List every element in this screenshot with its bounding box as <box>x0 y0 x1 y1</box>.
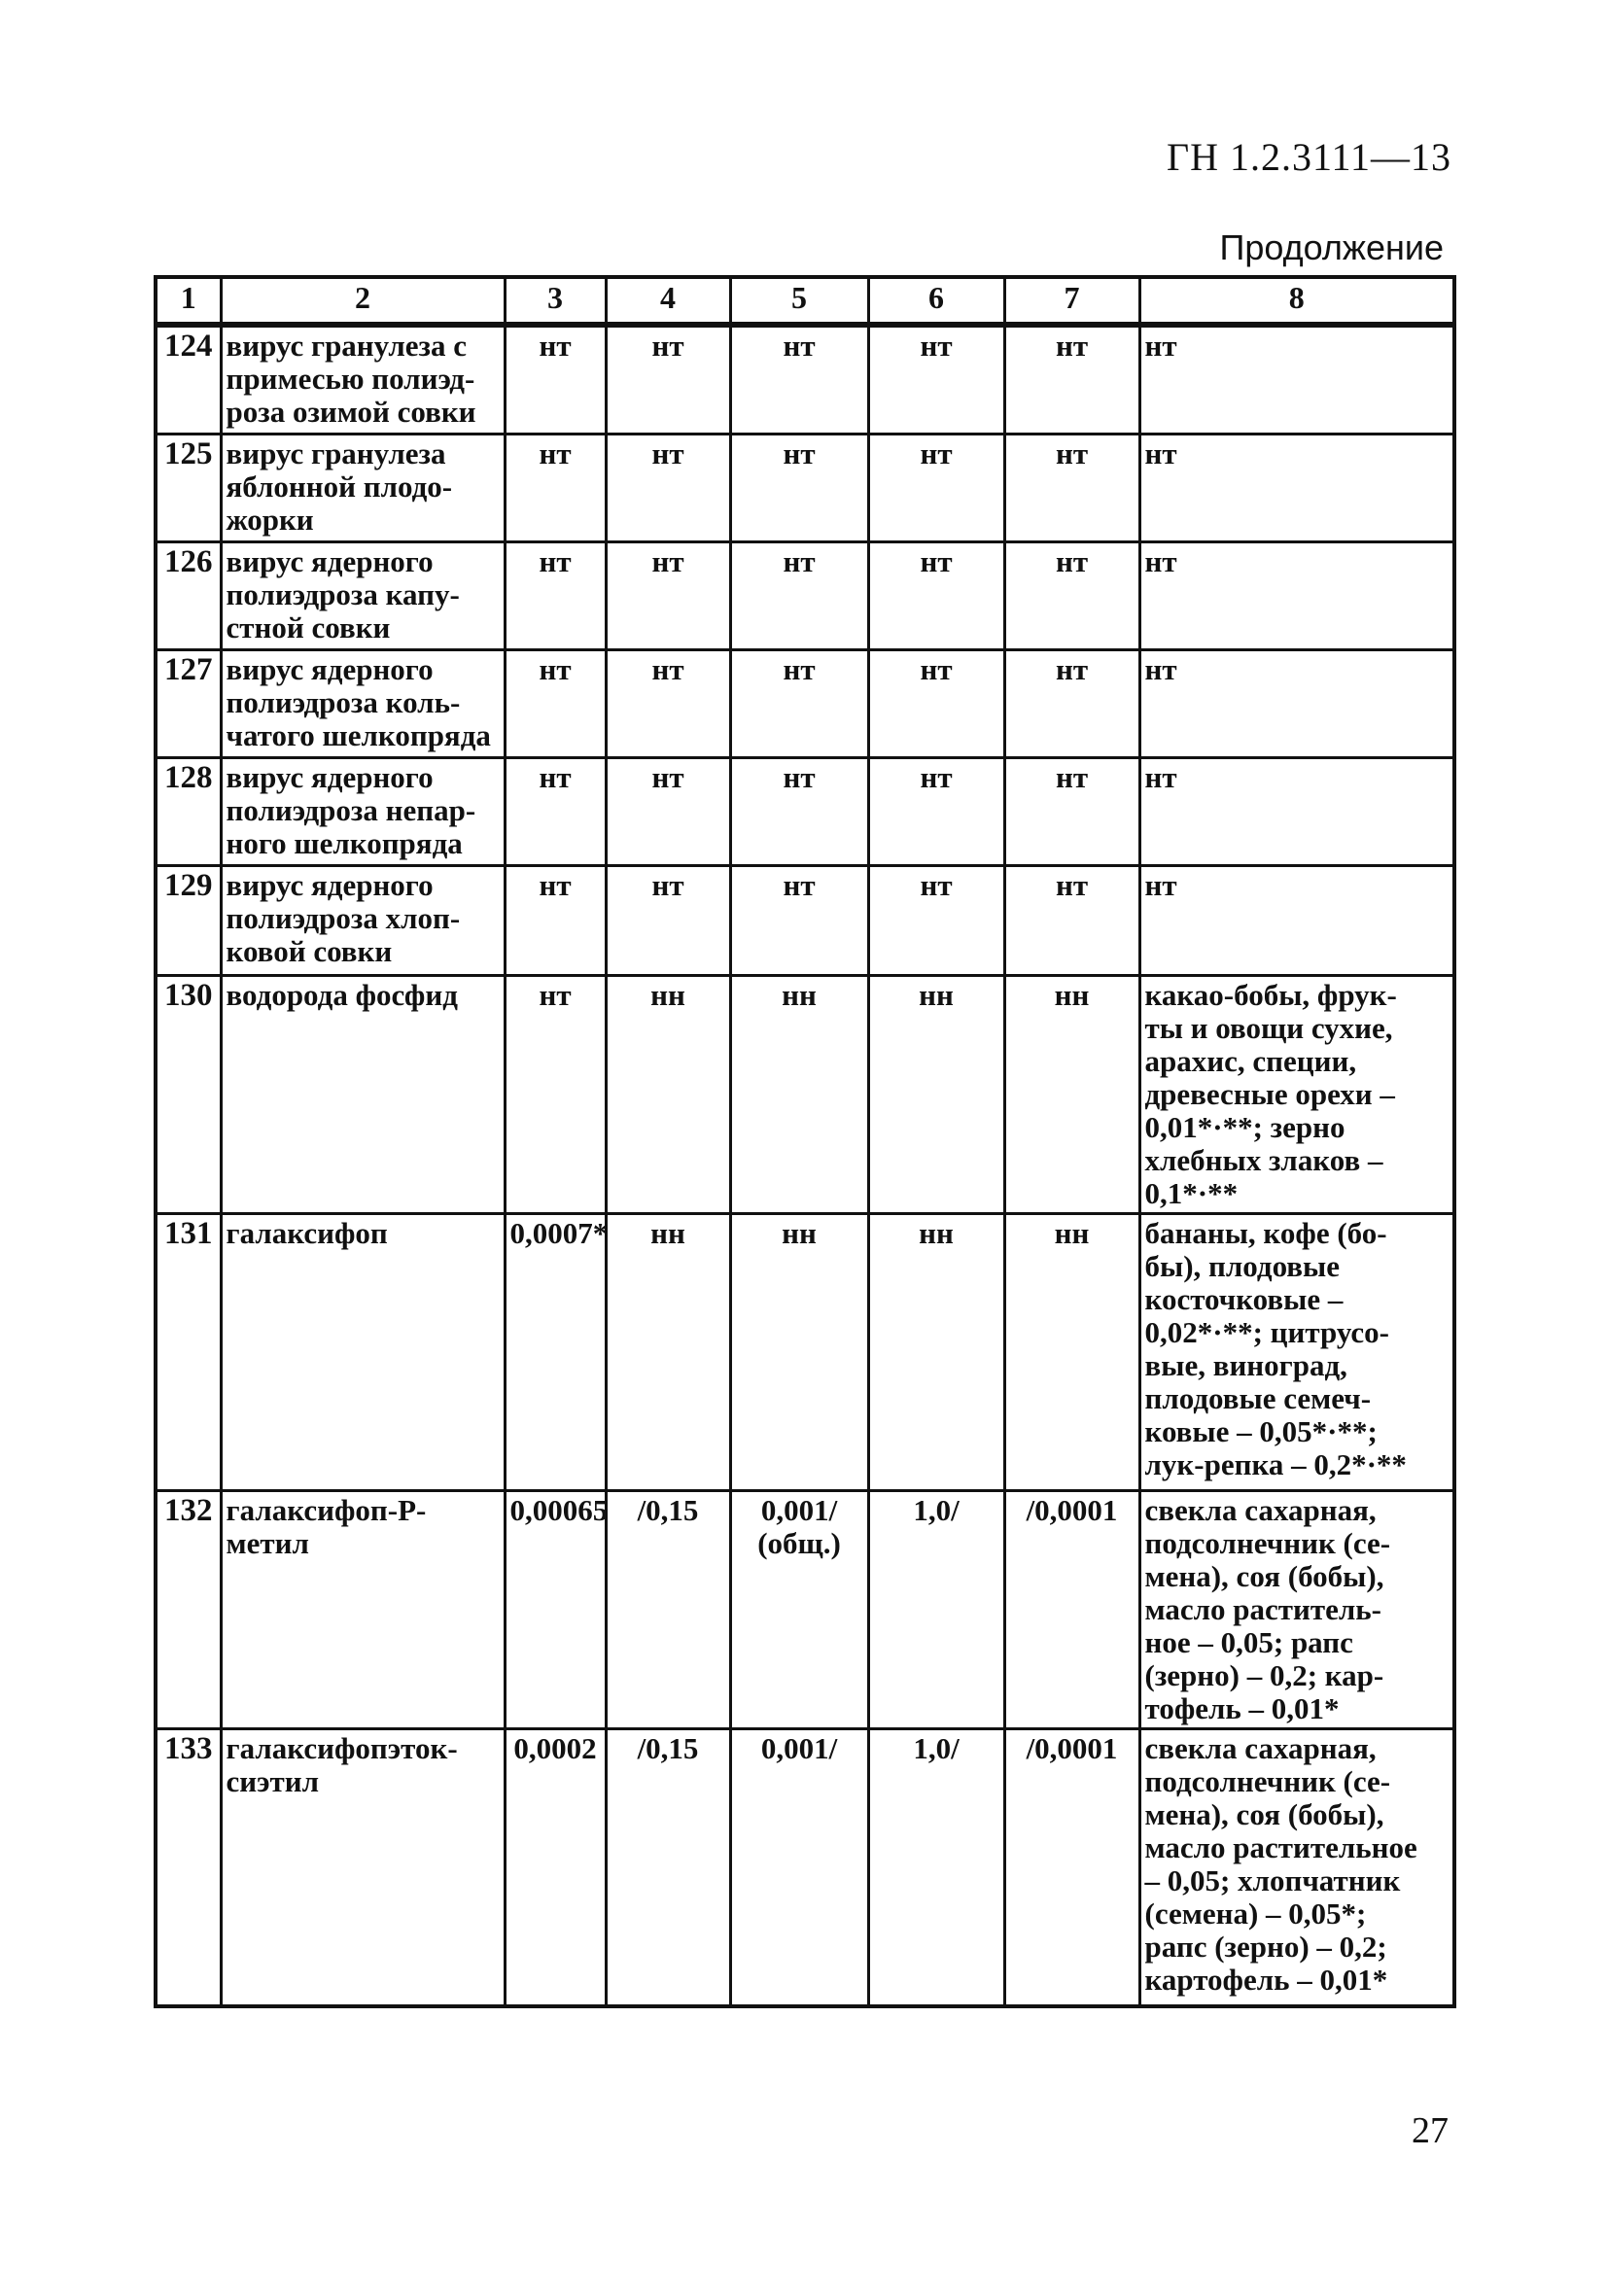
table-row <box>156 976 1454 1214</box>
cell-col5: нн <box>730 1214 868 1491</box>
substance-name-text: вирус гранулеза яблонной плодо- жорки <box>226 436 453 537</box>
cell-col6: нт <box>868 650 1004 758</box>
column-header: 4 <box>606 277 730 325</box>
cell-col5-text: 0,001/ (общ.) <box>757 1493 841 1560</box>
cell-col5: нт <box>730 542 868 650</box>
cell-col6: нн <box>868 976 1004 1214</box>
cell-col6: нт <box>868 435 1004 542</box>
column-header: 7 <box>1004 277 1139 325</box>
cell-col4: нт <box>606 866 730 976</box>
cell-col8-text: свекла сахарная, подсолнечник (се- мена), соя (бобы), масло раститель- ное – 0,05; рапс (зерно) – 0,2; кар- тофель – 0,01* <box>1144 1493 1391 1725</box>
cell-col8-text: свекла сахарная, подсолнечник (се- мена), соя (бобы), масло растительное – 0,05; хлопчатник (семена) – 0,05*; рапс (зерно) – 0,2; картофель – 0,01* <box>1144 1731 1417 1997</box>
cell-col8-text: нт <box>1144 868 1177 902</box>
row-number: 124 <box>156 325 221 435</box>
table-row <box>156 866 1454 976</box>
column-header: 3 <box>505 277 606 325</box>
cell-col7: нт <box>1004 650 1139 758</box>
cell-col3: нт <box>505 542 606 650</box>
row-number: 126 <box>156 542 221 650</box>
continuation-label: Продолжение <box>1219 227 1444 267</box>
cell-col7: нт <box>1004 866 1139 976</box>
cell-col5: нт <box>730 435 868 542</box>
row-number: 133 <box>156 1729 221 2007</box>
substance-name-text: водорода фосфид <box>226 978 458 1012</box>
table-row <box>156 758 1454 866</box>
cell-col8-text: нт <box>1144 329 1177 363</box>
cell-col7: нн <box>1004 1214 1139 1491</box>
cell-col5: нт <box>730 325 868 435</box>
cell-col5: нт <box>730 650 868 758</box>
cell-col6: нн <box>868 1214 1004 1491</box>
regulation-table <box>154 275 1456 2008</box>
cell-col8 <box>1139 1491 1454 1729</box>
cell-col4: нн <box>606 976 730 1214</box>
cell-col3: 0,0007* <box>505 1214 606 1491</box>
table-row <box>156 650 1454 758</box>
cell-col8 <box>1139 866 1454 976</box>
cell-col7: нт <box>1004 542 1139 650</box>
cell-col4: нт <box>606 542 730 650</box>
cell-col8-text: нт <box>1144 652 1177 686</box>
row-number: 130 <box>156 976 221 1214</box>
substance-name <box>221 866 505 976</box>
cell-col7: нн <box>1004 976 1139 1214</box>
table-row <box>156 435 1454 542</box>
cell-col8-text: нт <box>1144 760 1177 794</box>
substance-name <box>221 1214 505 1491</box>
cell-col8-text: нт <box>1144 544 1177 578</box>
cell-col5: нт <box>730 866 868 976</box>
substance-name-text: вирус ядерного полиэдроза коль- чатого шелкопряда <box>226 652 491 752</box>
cell-col5: нт <box>730 758 868 866</box>
cell-col3: нт <box>505 758 606 866</box>
cell-col7: нт <box>1004 325 1139 435</box>
cell-col4: нт <box>606 758 730 866</box>
row-number: 131 <box>156 1214 221 1491</box>
cell-col8 <box>1139 1729 1454 2007</box>
cell-col4: /0,15 <box>606 1729 730 2007</box>
cell-col3: 0,0002 <box>505 1729 606 2007</box>
column-header: 8 <box>1139 277 1454 325</box>
substance-name-text: галаксифоп-Р- метил <box>226 1493 427 1560</box>
cell-col8 <box>1139 435 1454 542</box>
cell-col7: /0,0001 <box>1004 1491 1139 1729</box>
cell-col6: нт <box>868 866 1004 976</box>
document-code: ГН 1.2.3111—13 <box>1166 135 1451 179</box>
row-number: 129 <box>156 866 221 976</box>
substance-name <box>221 758 505 866</box>
cell-col8 <box>1139 650 1454 758</box>
substance-name <box>221 1491 505 1729</box>
cell-col4: нт <box>606 325 730 435</box>
cell-col3: нт <box>505 976 606 1214</box>
cell-col7: /0,0001 <box>1004 1729 1139 2007</box>
cell-col5 <box>730 1491 868 1729</box>
substance-name <box>221 650 505 758</box>
cell-col8 <box>1139 758 1454 866</box>
cell-col3: нт <box>505 650 606 758</box>
substance-name-text: галаксифопэток- сиэтил <box>226 1731 458 1798</box>
substance-name-text: вирус ядерного полиэдроза хлоп- ковой совки <box>226 868 461 968</box>
cell-col8 <box>1139 976 1454 1214</box>
table-row <box>156 1729 1454 2007</box>
cell-col8 <box>1139 542 1454 650</box>
cell-col4: нт <box>606 650 730 758</box>
substance-name-text: вирус гранулеза с примесью полиэд- роза озимой совки <box>226 329 476 429</box>
row-number: 132 <box>156 1491 221 1729</box>
substance-name <box>221 542 505 650</box>
cell-col8 <box>1139 1214 1454 1491</box>
row-number: 127 <box>156 650 221 758</box>
column-header: 1 <box>156 277 221 325</box>
cell-col3: нт <box>505 435 606 542</box>
table-row <box>156 1491 1454 1729</box>
substance-name-text: вирус ядерного полиэдроза капу- стной совки <box>226 544 460 644</box>
cell-col5: 0,001/ <box>730 1729 868 2007</box>
cell-col3: нт <box>505 325 606 435</box>
cell-col7: нт <box>1004 435 1139 542</box>
cell-col8-text: нт <box>1144 436 1177 470</box>
row-number: 128 <box>156 758 221 866</box>
cell-col3: 0,00065 <box>505 1491 606 1729</box>
page-number: 27 <box>1412 2110 1449 2151</box>
cell-col6: нт <box>868 325 1004 435</box>
cell-col6: 1,0/ <box>868 1491 1004 1729</box>
substance-name-text: галаксифоп <box>226 1216 388 1250</box>
cell-col4: нт <box>606 435 730 542</box>
cell-col6: нт <box>868 542 1004 650</box>
table-row <box>156 542 1454 650</box>
cell-col8 <box>1139 325 1454 435</box>
cell-col8-text: бананы, кофе (бо- бы), плодовые косточковые – 0,02*·**; цитрусо- вые, виноград, плодовые семеч- ковые – 0,05*·**; лук-репка – 0,2*·** <box>1144 1216 1407 1481</box>
cell-col6: нт <box>868 758 1004 866</box>
table-row <box>156 1214 1454 1491</box>
cell-col4: нн <box>606 1214 730 1491</box>
column-header: 2 <box>221 277 505 325</box>
row-number: 125 <box>156 435 221 542</box>
substance-name <box>221 435 505 542</box>
substance-name <box>221 976 505 1214</box>
table-row <box>156 325 1454 435</box>
cell-col8-text: какао-бобы, фрук- ты и овощи сухие, арахис, специи, древесные орехи – 0,01*·**; зерно хлебных злаков – 0,1*·** <box>1144 978 1397 1210</box>
cell-col5: нн <box>730 976 868 1214</box>
cell-col7: нт <box>1004 758 1139 866</box>
table-header-row <box>156 277 1454 325</box>
column-header: 5 <box>730 277 868 325</box>
column-header: 6 <box>868 277 1004 325</box>
substance-name-text: вирус ядерного полиэдроза непар- ного шелкопряда <box>226 760 476 860</box>
cell-col6: 1,0/ <box>868 1729 1004 2007</box>
cell-col4: /0,15 <box>606 1491 730 1729</box>
cell-col3: нт <box>505 866 606 976</box>
substance-name <box>221 1729 505 2007</box>
substance-name <box>221 325 505 435</box>
